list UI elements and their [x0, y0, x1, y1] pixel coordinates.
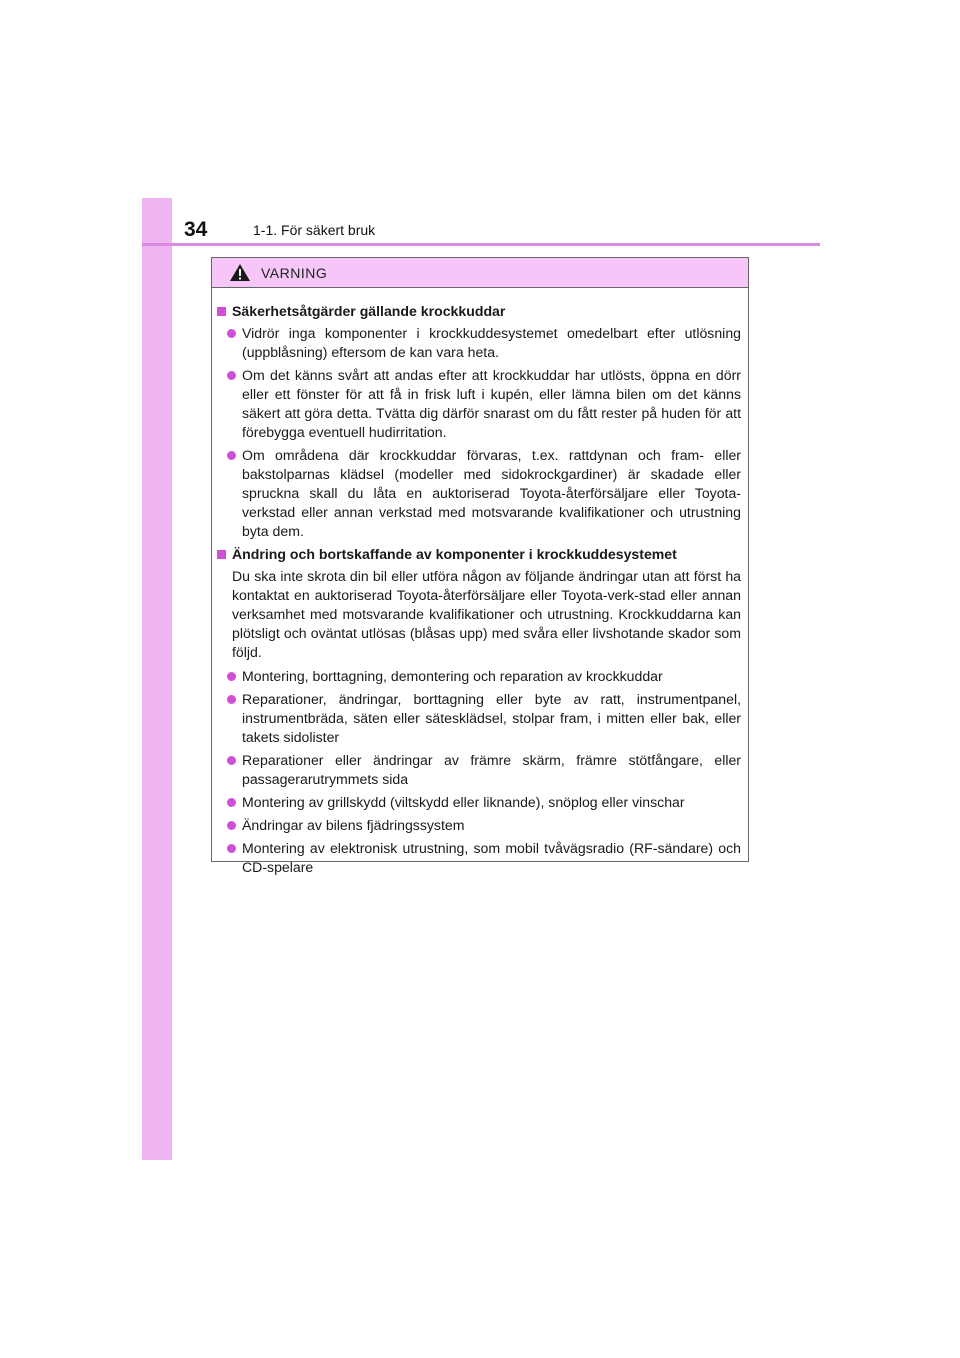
list-item — [227, 667, 741, 686]
list-item — [227, 816, 741, 835]
bullet-dot-icon — [227, 844, 236, 853]
section-heading — [217, 302, 741, 321]
heading-text: Ändring och bortskaffande av komponenter i krockkuddesystemet — [232, 546, 677, 562]
bullet-dot-icon — [227, 821, 236, 830]
list-item — [227, 324, 741, 362]
list-item — [227, 839, 741, 877]
bullet-dot-icon — [227, 329, 236, 338]
heading-text: Säkerhetsåtgärder gällande krockkuddar — [232, 303, 506, 319]
warning-header — [212, 258, 748, 288]
warning-body — [212, 288, 748, 877]
section-heading — [217, 545, 741, 564]
bullet-dot-icon — [227, 451, 236, 460]
header-rule — [142, 243, 820, 246]
list-item-text: Ändringar av bilens fjädringssystem — [242, 817, 465, 833]
list-item-text: Reparationer eller ändringar av främre skärm, främre stötfångare, eller passagerarutrymmets sida — [242, 752, 741, 787]
list-item-text: Montering av elektronisk utrustning, som mobil tvåvägsradio (RF-sändare) och CD-spelare — [242, 840, 741, 875]
list-item-text: Reparationer, ändringar, borttagning eller byte av ratt, instrumentpanel, instrumentbräda, säten eller sätesklädsel, stolpar fram, i mitten eller bak, eller takets sidolister — [242, 691, 741, 745]
list-item — [227, 690, 741, 747]
warning-box — [211, 257, 749, 875]
section-title: 1-1. För säkert bruk — [253, 222, 376, 238]
list-item-text: Vidrör inga komponenter i krockkuddesystemet omedelbart efter utlösning (uppblåsning) eftersom de kan vara heta. — [242, 325, 741, 360]
side-color-band — [142, 198, 172, 1160]
bullet-dot-icon — [227, 371, 236, 380]
warning-label: VARNING — [261, 264, 328, 281]
list-item-text: Om det känns svårt att andas efter att krockkuddar har utlösts, öppna en dörr eller ett fönster för att få in frisk luft i kupén, eller lämna bilen om det känns säkert att göra detta. Tvätta dig därför snarast om du fått rester på huden för att förebygga eventuell hudirritation. — [242, 367, 741, 440]
list-item-text: Om områdena där krockkuddar förvaras, t.ex. rattdynan och fram- eller bakstolparnas klädsel (modeller med sidokrockgardiner) är skadade eller spruckna skall du låta en auktoriserad Toyota-återförsäljare eller Toyota-verkstad eller annan verkstad med motsvarande kvalifikationer och utrustning byta dem. — [242, 447, 741, 539]
bullet-dot-icon — [227, 695, 236, 704]
list-item — [227, 366, 741, 442]
list-item-text: Montering, borttagning, demontering och reparation av krockkuddar — [242, 668, 663, 684]
list-item-text: Montering av grillskydd (viltskydd eller liknande), snöplog eller vinschar — [242, 794, 685, 810]
bullet-dot-icon — [227, 798, 236, 807]
page-number: 34 — [184, 218, 208, 241]
list-item — [227, 793, 741, 812]
list-item — [227, 446, 741, 541]
square-bullet-icon — [217, 307, 226, 316]
bullet-dot-icon — [227, 672, 236, 681]
bullet-dot-icon — [227, 756, 236, 765]
intro-paragraph: Du ska inte skrota din bil eller utföra någon av följande ändringar utan att först ha kontaktat en auktoriserad Toyota-återförsäljare eller Toyota-verk-stad eller annan verksamhet med motsvarande kvalifikationer och utrustning. Krockkuddarna kan plötsligt och oväntat utlösas (blåsas upp) med svåra eller livshotande skador som följd. — [232, 568, 741, 660]
warning-triangle-icon — [229, 263, 251, 282]
list-item — [227, 751, 741, 789]
square-bullet-icon — [217, 550, 226, 559]
